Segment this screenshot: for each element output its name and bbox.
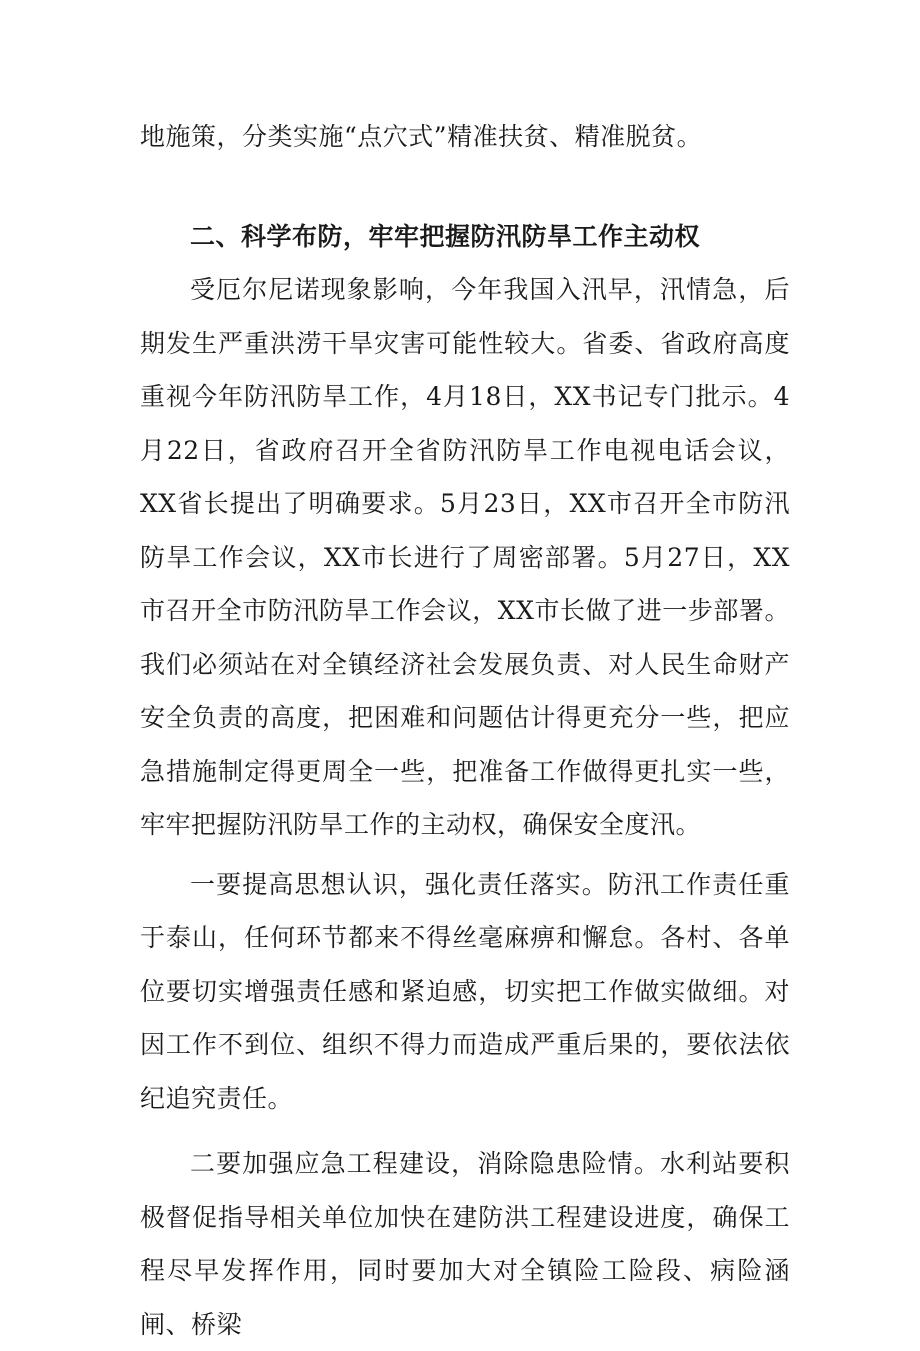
paragraph-responsibility: 一要提高思想认识，强化责任落实。防汛工作责任重于泰山，任何环节都来不得丝毫麻痹和懈怠。各村、各单位要切实增强责任感和紧迫感，切实把工作做实做细。对因工作不到位、组织不得力而造成严重后果的，要依法依纪追究责任。 [140, 869, 790, 1113]
paragraph-emergency-works: 二要加强应急工程建设，消除隐患险情。水利站要积极督促指导相关单位加快在建防洪工程建设进度，确保工程尽早发挥作用，同时要加大对全镇险工险段、病险涵闸、桥梁 [140, 1149, 790, 1339]
paragraph-flood-context: 受厄尔尼诺现象影响，今年我国入汛早，汛情急，后期发生严重洪涝干旱灾害可能性较大。省委、省政府高度重视今年防汛防旱工作，4月18日，XX书记专门批示。4月22日，省政府召开全省防汛防旱工作电视电话会议，XX省长提出了明确要求。5月23日，XX市召开全市防汛防旱工作会议，XX市长进行了周密部署。5月27日，XX市召开全市防汛防旱工作会议，XX市长做了进一步部署。我们必须站在对全镇经济社会发展负责、对人民生命财产安全负责的高度，把困难和问题估计得更充分一些，把应急措施制定得更周全一些，把准备工作做得更扎实一些，牢牢把握防汛防旱工作的主动权，确保安全度汛。 [140, 275, 790, 839]
paragraph-continuation: 地施策，分类实施“点穴式”精准扶贫、精准脱贫。 [140, 122, 703, 151]
document-body [140, 110, 790, 1351]
section-heading: 二、科学布防，牢牢把握防汛防旱工作主动权 [190, 221, 701, 251]
